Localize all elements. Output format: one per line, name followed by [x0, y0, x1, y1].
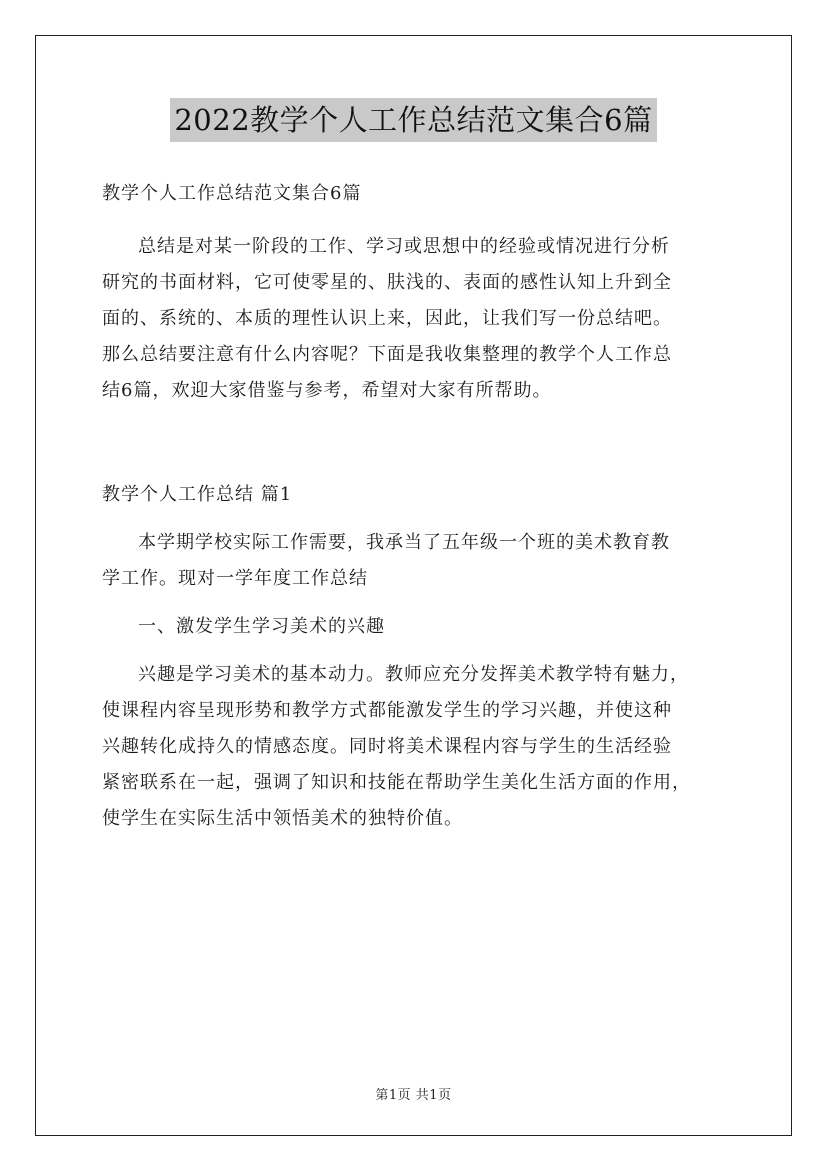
section-paragraph-1	[102, 525, 734, 597]
document-body	[102, 176, 734, 837]
section-paragraph-2	[102, 657, 734, 837]
intro-paragraph	[102, 229, 734, 409]
paragraph-line: 使学生在实际生活中领悟美术的独特价值。	[102, 808, 463, 829]
intro-line: 面的、系统的、本质的理性认识上来，因此，让我们写一份总结吧。	[102, 308, 672, 329]
paragraph-line: 紧密联系在一起，强调了知识和技能在帮助学生美化生活方面的作用，	[102, 772, 691, 793]
intro-line: 结6篇，欢迎大家借鉴与参考，希望对大家有所帮助。	[102, 380, 552, 401]
intro-line: 那么总结要注意有什么内容呢？下面是我收集整理的教学个人工作总	[102, 344, 672, 365]
title-wrap	[0, 98, 827, 142]
intro-line: 总结是对某一阶段的工作、学习或思想中的经验或情况进行分析	[138, 236, 670, 257]
paragraph-line: 本学期学校实际工作需要，我承当了五年级一个班的美术教育教	[138, 532, 670, 553]
intro-line: 研究的书面材料，它可使零星的、肤浅的、表面的感性认知上升到全	[102, 272, 672, 293]
section-subheading: 一、激发学生学习美术的兴趣	[138, 616, 385, 637]
document-subtitle: 教学个人工作总结范文集合6篇	[102, 183, 362, 204]
paragraph-line: 兴趣是学习美术的基本动力。教师应充分发挥美术教学特有魅力，	[138, 664, 689, 685]
section-heading: 教学个人工作总结 篇1	[102, 484, 293, 505]
document-title: 2022教学个人工作总结范文集合6篇	[170, 98, 656, 142]
page-footer: 第1页 共1页	[375, 1088, 452, 1103]
paragraph-line: 兴趣转化成持久的情感态度。同时将美术课程内容与学生的生活经验	[102, 736, 672, 757]
paragraph-line: 学工作。现对一学年度工作总结	[102, 568, 368, 589]
paragraph-line: 使课程内容呈现形势和教学方式都能激发学生的学习兴趣，并使这种	[102, 700, 672, 721]
